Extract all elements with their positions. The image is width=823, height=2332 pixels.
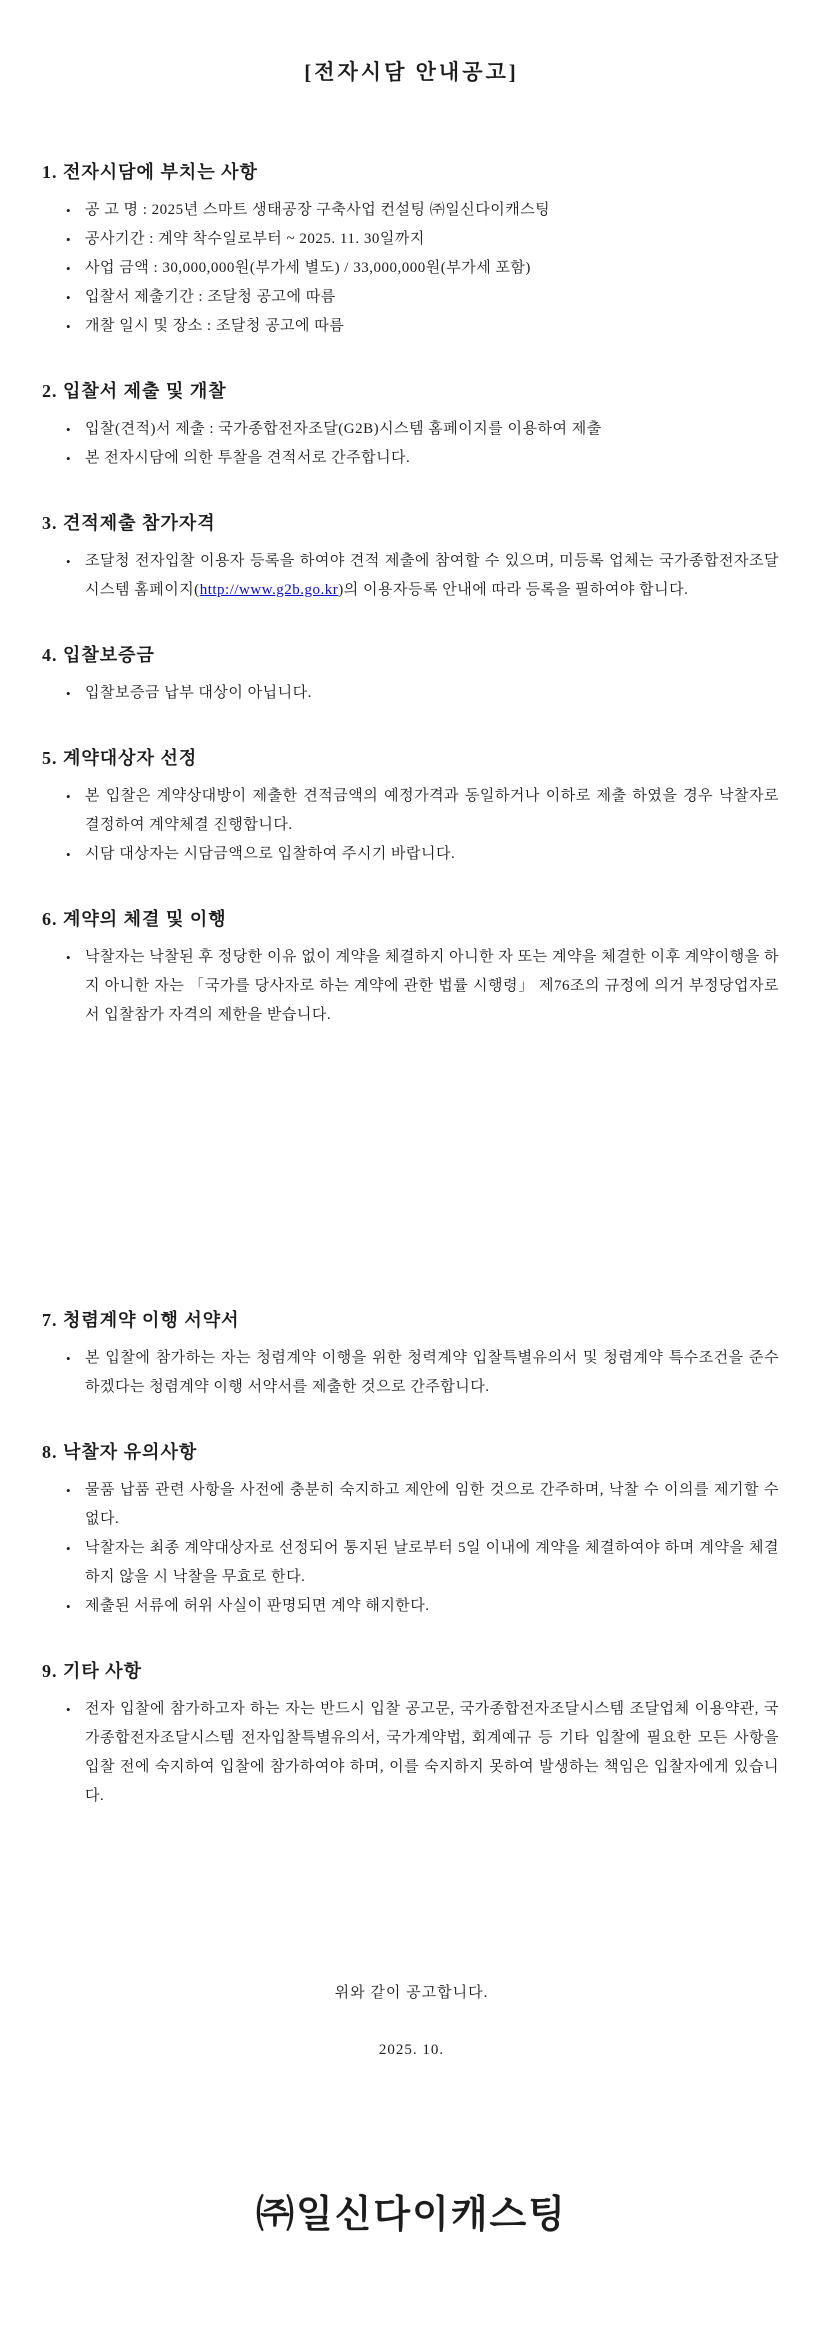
bullet-list bbox=[42, 943, 781, 1030]
bullet-text: 본 전자시담에 의한 투찰을 견적서로 간주합니다. bbox=[85, 450, 411, 466]
bullet-text: 입찰보증금 납부 대상이 아닙니다. bbox=[85, 685, 312, 701]
bullet-text: 입찰(견적)서 제출 : 국가종합전자조달(G2B)시스템 홈페이지를 이용하여 제출 bbox=[85, 421, 602, 437]
closing-statement: 위와 같이 공고합니다. bbox=[334, 1985, 489, 2001]
bullet-text: 개찰 일시 및 장소 : 조달청 공고에 따름 bbox=[85, 318, 345, 334]
section-heading: 2. 입찰서 제출 및 개찰 bbox=[42, 381, 227, 401]
bullet-list bbox=[42, 547, 781, 605]
list-item bbox=[42, 312, 781, 341]
bullet-text: 시담 대상자는 시담금액으로 입찰하여 주시기 바랍니다. bbox=[85, 846, 456, 862]
section-heading: 6. 계약의 체결 및 이행 bbox=[42, 909, 227, 929]
bullet-text: 공사기간 : 계약 착수일로부터 ~ 2025. 11. 30일까지 bbox=[85, 231, 425, 247]
list-item bbox=[42, 782, 781, 840]
bullet-text: 낙찰자는 최종 계약대상자로 선정되어 통지된 날로부터 5일 이내에 계약을 체결하여야 하며 계약을 체결하지 않을 시 낙찰을 무효로 한다. bbox=[85, 1540, 779, 1585]
bullet-text: 입찰서 제출기간 : 조달청 공고에 따름 bbox=[85, 289, 336, 305]
section-heading: 9. 기타 사항 bbox=[42, 1661, 143, 1681]
list-item bbox=[42, 840, 781, 869]
section-heading: 8. 낙찰자 유의사항 bbox=[42, 1442, 198, 1462]
section-7-integrity-pledge bbox=[42, 1306, 781, 1402]
list-item bbox=[42, 283, 781, 312]
g2b-homepage-link[interactable]: http://www.g2b.go.kr bbox=[199, 582, 339, 598]
list-item bbox=[42, 444, 781, 473]
section-heading: 5. 계약대상자 선정 bbox=[42, 748, 198, 768]
bullet-list bbox=[42, 1344, 781, 1402]
list-item bbox=[42, 196, 781, 225]
bullet-list bbox=[42, 1476, 781, 1621]
bullet-text: 전자 입찰에 참가하고자 하는 자는 반드시 입찰 공고문, 국가종합전자조달시스템 조달업체 이용약관, 국가종합전자조달시스템 전자입찰특별유의서, 국가계약법, 회계예규 등 기타 입찰에 필요한 모든 사항을 입찰 전에 숙지하여 입찰에 참가하여야 하며, 이를 숙지하지 못하여 발생하는 책임은 입찰자에게 있습니다. bbox=[85, 1701, 779, 1804]
announcement-date: 2025. 10. bbox=[378, 2042, 445, 2058]
list-item bbox=[42, 943, 781, 1030]
section-1-notice-items bbox=[42, 158, 781, 341]
bullet-text: 본 입찰에 참가하는 자는 청렴계약 이행을 위한 청력계약 입찰특별유의서 및 청렴계약 특수조건을 준수하겠다는 청렴계약 이행 서약서를 제출한 것으로 간주합니다. bbox=[85, 1350, 779, 1395]
list-item bbox=[42, 547, 781, 605]
section-4-bid-bond bbox=[42, 641, 781, 708]
bullet-list bbox=[42, 415, 781, 473]
list-item bbox=[42, 415, 781, 444]
bullet-text: )의 이용자등록 안내에 따라 등록을 필하여야 합니다. bbox=[338, 582, 689, 598]
list-item bbox=[42, 254, 781, 283]
bullet-text: 본 입찰은 계약상대방이 제출한 견적금액의 예정가격과 동일하거나 이하로 제출 하였을 경우 낙찰자로 결정하여 계약체결 진행합니다. bbox=[85, 788, 779, 833]
section-5-contractor-selection bbox=[42, 744, 781, 869]
bullet-text: 낙찰자는 낙찰된 후 정당한 이유 없이 계약을 체결하지 아니한 자 또는 계약을 체결한 이후 계약이행을 하지 아니한 자는 「국가를 당사자로 하는 계약에 관한 법률 시행령」 제76조의 규정에 의거 부정당업자로서 입찰참가 자격의 제한을 받습니다. bbox=[85, 949, 779, 1023]
section-9-other-matters bbox=[42, 1657, 781, 1811]
list-item bbox=[42, 1534, 781, 1592]
bullet-list bbox=[42, 782, 781, 869]
list-item bbox=[42, 679, 781, 708]
section-3-quotation-eligibility bbox=[42, 509, 781, 605]
list-item bbox=[42, 225, 781, 254]
list-item bbox=[42, 1592, 781, 1621]
bullet-text: 물품 납품 관련 사항을 사전에 충분히 숙지하고 제안에 임한 것으로 간주하며, 낙찰 수 이의를 제기할 수 없다. bbox=[85, 1482, 779, 1527]
bullet-text: 사업 금액 : 30,000,000원(부가세 별도) / 33,000,000원(부가세 포함) bbox=[85, 260, 531, 276]
section-heading: 4. 입찰보증금 bbox=[42, 645, 155, 665]
list-item bbox=[42, 1695, 781, 1811]
company-name: ㈜일신다이캐스팅 bbox=[256, 2194, 567, 2236]
bullet-list bbox=[42, 679, 781, 708]
bullet-list bbox=[42, 196, 781, 341]
section-heading: 7. 청렴계약 이행 서약서 bbox=[42, 1310, 240, 1330]
list-item bbox=[42, 1476, 781, 1534]
page-break-spacer bbox=[42, 1030, 781, 1270]
list-item bbox=[42, 1344, 781, 1402]
section-heading: 3. 견적제출 참가자격 bbox=[42, 513, 216, 533]
bullet-text: 조달청 전자입찰 이용자 등록을 하여야 견적 제출에 참여할 수 있으며, 미등록 업체는 국가종합전자조달시스템 홈페이지( bbox=[85, 553, 779, 598]
bullet-text: 제출된 서류에 허위 사실이 판명되면 계약 해지한다. bbox=[85, 1598, 430, 1614]
section-6-contract-execution bbox=[42, 905, 781, 1030]
page-title: [전자시담 안내공고] bbox=[304, 60, 519, 84]
section-8-winner-notes bbox=[42, 1438, 781, 1621]
bullet-list bbox=[42, 1695, 781, 1811]
section-2-bid-submission-opening bbox=[42, 377, 781, 473]
section-heading: 1. 전자시담에 부치는 사항 bbox=[42, 162, 258, 182]
bullet-text: 공 고 명 : 2025년 스마트 생태공장 구축사업 컨설팅 ㈜일신다이캐스팅 bbox=[85, 202, 551, 218]
